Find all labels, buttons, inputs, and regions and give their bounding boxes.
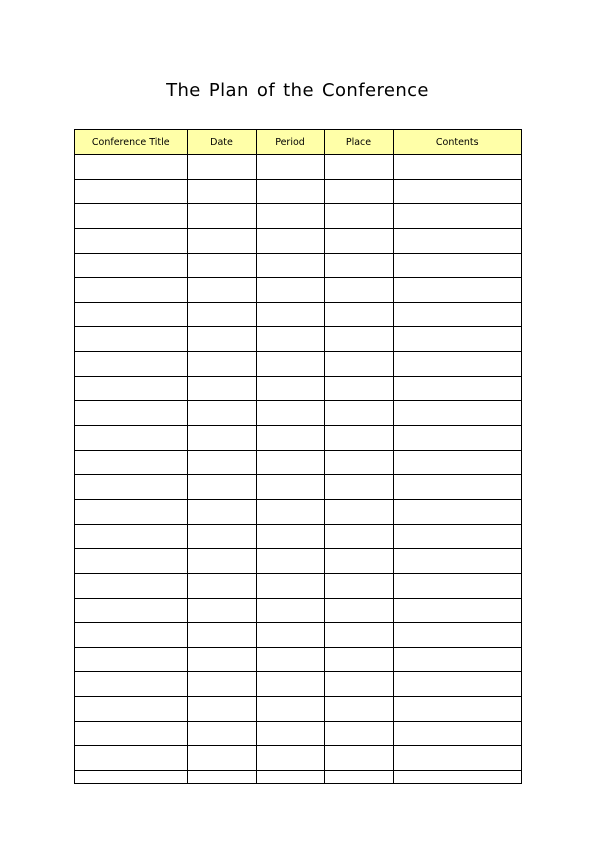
cell-contents[interactable] [393, 475, 521, 500]
cell-conference-title[interactable] [75, 302, 187, 327]
cell-conference-title[interactable] [75, 450, 187, 475]
cell-place[interactable] [324, 598, 393, 623]
cell-contents[interactable] [393, 253, 521, 278]
cell-contents[interactable] [393, 327, 521, 352]
cell-contents[interactable] [393, 352, 521, 377]
cell-contents[interactable] [393, 598, 521, 623]
table-row [75, 647, 521, 672]
cell-period[interactable] [256, 155, 324, 180]
cell-period[interactable] [256, 253, 324, 278]
cell-conference-title[interactable] [75, 475, 187, 500]
cell-conference-title[interactable] [75, 228, 187, 253]
cell-period[interactable] [256, 672, 324, 697]
cell-date[interactable] [187, 573, 256, 598]
cell-contents[interactable] [393, 573, 521, 598]
cell-period[interactable] [256, 771, 324, 783]
table-body [75, 155, 521, 784]
cell-period[interactable] [256, 475, 324, 500]
table-row [75, 672, 521, 697]
header-row [75, 130, 521, 155]
cell-place[interactable] [324, 253, 393, 278]
column-header-date: Date [187, 130, 256, 155]
cell-period[interactable] [256, 450, 324, 475]
cell-period[interactable] [256, 573, 324, 598]
cell-period[interactable] [256, 426, 324, 451]
cell-conference-title[interactable] [75, 746, 187, 771]
table-row [75, 475, 521, 500]
cell-contents[interactable] [393, 623, 521, 648]
table-row [75, 499, 521, 524]
cell-contents[interactable] [393, 450, 521, 475]
cell-contents[interactable] [393, 721, 521, 746]
cell-date[interactable] [187, 771, 256, 783]
table-row [75, 721, 521, 746]
cell-date[interactable] [187, 450, 256, 475]
column-header-conference-title: Conference Title [75, 130, 187, 155]
cell-place[interactable] [324, 426, 393, 451]
cell-place[interactable] [324, 450, 393, 475]
cell-conference-title[interactable] [75, 647, 187, 672]
cell-place[interactable] [324, 302, 393, 327]
column-header-contents: Contents [393, 130, 521, 155]
cell-period[interactable] [256, 746, 324, 771]
cell-date[interactable] [187, 228, 256, 253]
cell-contents[interactable] [393, 302, 521, 327]
cell-conference-title[interactable] [75, 327, 187, 352]
table-row [75, 204, 521, 229]
cell-place[interactable] [324, 179, 393, 204]
cell-period[interactable] [256, 598, 324, 623]
cell-conference-title[interactable] [75, 278, 187, 303]
cell-contents[interactable] [393, 697, 521, 722]
cell-period[interactable] [256, 524, 324, 549]
cell-conference-title[interactable] [75, 499, 187, 524]
cell-contents[interactable] [393, 376, 521, 401]
cell-conference-title[interactable] [75, 771, 187, 783]
table-row [75, 623, 521, 648]
cell-date[interactable] [187, 499, 256, 524]
cell-place[interactable] [324, 623, 393, 648]
cell-date[interactable] [187, 475, 256, 500]
cell-date[interactable] [187, 352, 256, 377]
column-header-place: Place [324, 130, 393, 155]
cell-date[interactable] [187, 302, 256, 327]
cell-place[interactable] [324, 155, 393, 180]
cell-date[interactable] [187, 598, 256, 623]
cell-period[interactable] [256, 204, 324, 229]
cell-place[interactable] [324, 376, 393, 401]
cell-conference-title[interactable] [75, 549, 187, 574]
cell-place[interactable] [324, 499, 393, 524]
cell-period[interactable] [256, 327, 324, 352]
table-row [75, 401, 521, 426]
cell-date[interactable] [187, 697, 256, 722]
table-row [75, 228, 521, 253]
cell-place[interactable] [324, 475, 393, 500]
table-row [75, 352, 521, 377]
cell-date[interactable] [187, 524, 256, 549]
cell-date[interactable] [187, 376, 256, 401]
cell-conference-title[interactable] [75, 352, 187, 377]
cell-contents[interactable] [393, 278, 521, 303]
cell-period[interactable] [256, 721, 324, 746]
cell-date[interactable] [187, 179, 256, 204]
cell-place[interactable] [324, 327, 393, 352]
cell-contents[interactable] [393, 771, 521, 783]
cell-place[interactable] [324, 524, 393, 549]
cell-period[interactable] [256, 499, 324, 524]
cell-date[interactable] [187, 647, 256, 672]
plan-table-grid [75, 130, 521, 783]
cell-period[interactable] [256, 376, 324, 401]
cell-period[interactable] [256, 179, 324, 204]
cell-period[interactable] [256, 697, 324, 722]
cell-period[interactable] [256, 228, 324, 253]
cell-place[interactable] [324, 352, 393, 377]
table-row [75, 327, 521, 352]
cell-place[interactable] [324, 228, 393, 253]
cell-period[interactable] [256, 352, 324, 377]
cell-conference-title[interactable] [75, 697, 187, 722]
cell-date[interactable] [187, 623, 256, 648]
cell-contents[interactable] [393, 746, 521, 771]
cell-date[interactable] [187, 253, 256, 278]
cell-conference-title[interactable] [75, 155, 187, 180]
cell-date[interactable] [187, 721, 256, 746]
cell-date[interactable] [187, 155, 256, 180]
conference-plan-table [74, 129, 522, 784]
table-row [75, 450, 521, 475]
cell-period[interactable] [256, 623, 324, 648]
cell-conference-title[interactable] [75, 573, 187, 598]
cell-contents[interactable] [393, 426, 521, 451]
cell-conference-title[interactable] [75, 376, 187, 401]
cell-place[interactable] [324, 278, 393, 303]
column-header-period: Period [256, 130, 324, 155]
cell-contents[interactable] [393, 179, 521, 204]
page-title: The Plan of the Conference [166, 80, 429, 101]
table-row [75, 179, 521, 204]
cell-contents[interactable] [393, 647, 521, 672]
cell-conference-title[interactable] [75, 401, 187, 426]
cell-date[interactable] [187, 401, 256, 426]
table-row [75, 746, 521, 771]
cell-place[interactable] [324, 771, 393, 783]
cell-conference-title[interactable] [75, 721, 187, 746]
table-row [75, 771, 521, 783]
cell-place[interactable] [324, 697, 393, 722]
cell-date[interactable] [187, 327, 256, 352]
cell-place[interactable] [324, 204, 393, 229]
table-row [75, 376, 521, 401]
cell-conference-title[interactable] [75, 524, 187, 549]
cell-conference-title[interactable] [75, 426, 187, 451]
table-row [75, 278, 521, 303]
cell-period[interactable] [256, 647, 324, 672]
table-row [75, 155, 521, 180]
table-row [75, 573, 521, 598]
cell-place[interactable] [324, 672, 393, 697]
table-row [75, 549, 521, 574]
cell-place[interactable] [324, 573, 393, 598]
table-row [75, 524, 521, 549]
cell-conference-title[interactable] [75, 179, 187, 204]
cell-conference-title[interactable] [75, 204, 187, 229]
cell-place[interactable] [324, 746, 393, 771]
table-row [75, 253, 521, 278]
cell-date[interactable] [187, 549, 256, 574]
cell-place[interactable] [324, 647, 393, 672]
cell-conference-title[interactable] [75, 623, 187, 648]
cell-date[interactable] [187, 204, 256, 229]
cell-period[interactable] [256, 302, 324, 327]
cell-contents[interactable] [393, 228, 521, 253]
cell-contents[interactable] [393, 499, 521, 524]
cell-conference-title[interactable] [75, 253, 187, 278]
table-row [75, 426, 521, 451]
cell-contents[interactable] [393, 672, 521, 697]
cell-date[interactable] [187, 746, 256, 771]
table-row [75, 598, 521, 623]
cell-contents[interactable] [393, 401, 521, 426]
cell-place[interactable] [324, 549, 393, 574]
table-row [75, 302, 521, 327]
cell-period[interactable] [256, 549, 324, 574]
cell-place[interactable] [324, 401, 393, 426]
cell-date[interactable] [187, 672, 256, 697]
cell-place[interactable] [324, 721, 393, 746]
table-row [75, 697, 521, 722]
cell-contents[interactable] [393, 524, 521, 549]
cell-conference-title[interactable] [75, 598, 187, 623]
cell-period[interactable] [256, 278, 324, 303]
cell-contents[interactable] [393, 549, 521, 574]
cell-date[interactable] [187, 426, 256, 451]
cell-contents[interactable] [393, 204, 521, 229]
cell-period[interactable] [256, 401, 324, 426]
cell-date[interactable] [187, 278, 256, 303]
cell-conference-title[interactable] [75, 672, 187, 697]
cell-contents[interactable] [393, 155, 521, 180]
